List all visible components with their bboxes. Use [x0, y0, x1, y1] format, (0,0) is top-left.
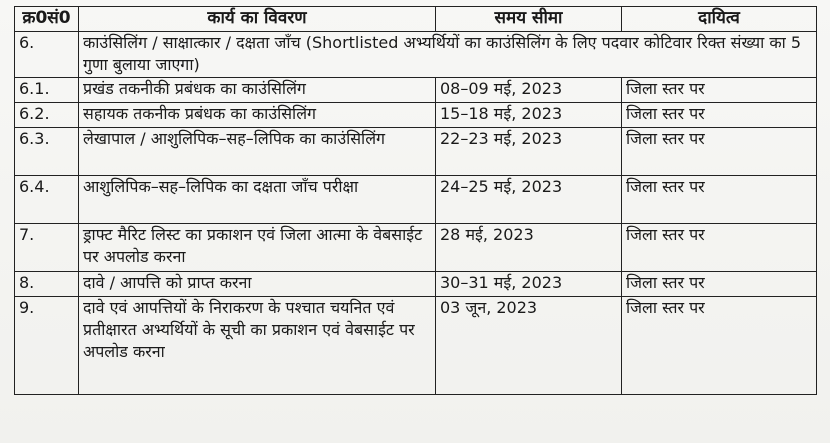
row-serial-no: 6.1.: [15, 78, 79, 103]
row-serial-no: 6.2.: [15, 103, 79, 128]
row-deadline: 03 जून, 2023: [436, 297, 622, 395]
table-row: [15, 103, 817, 128]
row-task: प्रखंड तकनीकी प्रबंधक का काउंसिलिंग: [79, 78, 436, 103]
row-responsibility: जिला स्तर पर: [622, 297, 817, 395]
row-task: काउंसिलिंग / साक्षात्कार / दक्षता जाँच (Shortlisted अभ्यर्थियों का काउंसिलिंग के लिए पदवार कोटिवार रिक्त संख्या का 5 गुणा बुलाया जाएगा): [79, 32, 817, 78]
row-serial-no: 6.3.: [15, 128, 79, 176]
row-deadline: 24–25 मई, 2023: [436, 176, 622, 224]
row-serial-no: 9.: [15, 297, 79, 395]
row-deadline: 30–31 मई, 2023: [436, 272, 622, 297]
row-task: दावे एवं आपत्तियों के निराकरण के पश्चात चयनित एवं प्रतीक्षारत अभ्यर्थियों के सूची का प्रकाशन एवं वेबसाईट पर अपलोड करना: [79, 297, 436, 395]
row-task: ड्राफ्ट मैरिट लिस्ट का प्रकाशन एवं जिला आत्मा के वेबसाईट पर अपलोड करना: [79, 224, 436, 272]
table-row: [15, 78, 817, 103]
table-row: [15, 176, 817, 224]
row-deadline: 22–23 मई, 2023: [436, 128, 622, 176]
table-row: [15, 32, 817, 78]
row-serial-no: 8.: [15, 272, 79, 297]
row-serial-no: 6.4.: [15, 176, 79, 224]
table-row: [15, 128, 817, 176]
row-responsibility: जिला स्तर पर: [622, 176, 817, 224]
table-row: [15, 272, 817, 297]
header-task-description: कार्य का विवरण: [79, 7, 436, 32]
row-task: आशुलिपिक–सह–लिपिक का दक्षता जाँच परीक्षा: [79, 176, 436, 224]
row-task: सहायक तकनीक प्रबंधक का काउंसिलिंग: [79, 103, 436, 128]
header-serial-no: क्र0सं0: [15, 7, 79, 32]
row-serial-no: 6.: [15, 32, 79, 78]
table-row: [15, 224, 817, 272]
row-responsibility: जिला स्तर पर: [622, 224, 817, 272]
table-header-row: [15, 7, 817, 32]
row-deadline: 15–18 मई, 2023: [436, 103, 622, 128]
row-serial-no: 7.: [15, 224, 79, 272]
table-row: [15, 297, 817, 395]
header-responsibility: दायित्व: [622, 7, 817, 32]
row-task: लेखापाल / आशुलिपिक–सह–लिपिक का काउंसिलिंग: [79, 128, 436, 176]
row-task: दावे / आपत्ति को प्राप्त करना: [79, 272, 436, 297]
header-deadline: समय सीमा: [436, 7, 622, 32]
row-responsibility: जिला स्तर पर: [622, 128, 817, 176]
row-responsibility: जिला स्तर पर: [622, 272, 817, 297]
row-responsibility: जिला स्तर पर: [622, 78, 817, 103]
row-deadline: 08–09 मई, 2023: [436, 78, 622, 103]
row-deadline: 28 मई, 2023: [436, 224, 622, 272]
schedule-table: [14, 6, 817, 395]
row-responsibility: जिला स्तर पर: [622, 103, 817, 128]
